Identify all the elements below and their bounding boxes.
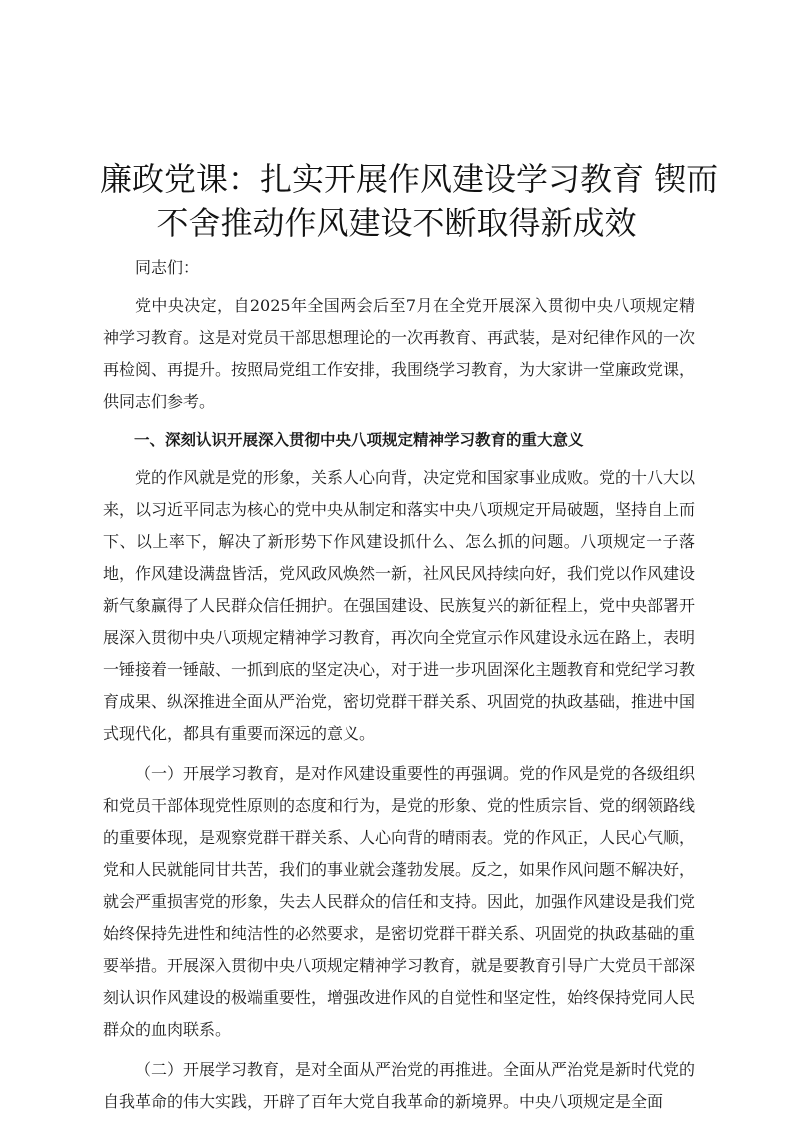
salutation: 同志们： bbox=[135, 258, 200, 277]
document-title bbox=[100, 157, 719, 245]
paragraph-subsection-1: （一）开展学习教育，是对作风建设重要性的再强调。党的作风是党的各级组织和党员干部体现党性原则的态度和行为，是党的形象、党的性质宗旨、党的纲领路线的重要体现，是观察党群干群关系、人心向背的晴雨表。党的作风正，人民心气顺，党和人民就能同甘共苦，我们的事业就会蓬勃发展。反之，如果作风问题不解决好，就会严重损害党的形象，失去人民群众的信任和支持。因此，加强作风建设是我们党始终保持先进性和纯洁性的必然要求，是密切党群干群关系、巩固党的执政基础的重要举措。开展深入贯彻中央八项规定精神学习教育，就是要教育引导广大党员干部深刻认识作风建设的极端重要性，增强改进作风的自觉性和坚定性，始终保持党同人民群众的血肉联系。 bbox=[103, 764, 696, 1039]
paragraph-subsection-2: （二）开展学习教育，是对全面从严治党的再推进。全面从严治党是新时代党的自我革命的伟大实践，开辟了百年大党自我革命的新境界。中央八项规定是全面 bbox=[103, 1060, 696, 1111]
title-line-2: 不舍推动作风建设不断取得新成效 bbox=[156, 204, 637, 243]
section-heading-1: 一、深刻认识开展深入贯彻中央八项规定精神学习教育的重大意义 bbox=[134, 431, 584, 449]
title-line-1: 廉政党课：扎实开展作风建设学习教育 锲而 bbox=[100, 160, 719, 199]
paragraph-intro: 党中央决定，自2025年全国两会后至7月在全党开展深入贯彻中央八项规定精神学习教育。这是对党员干部思想理论的一次再教育、再武装，是对纪律作风的一次再检阅、再提升。按照局党组工作安排，我围绕学习教育，为大家讲一堂廉政党课，供同志们参考。 bbox=[103, 296, 696, 411]
paragraph-section-1: 党的作风就是党的形象，关系人心向背，决定党和国家事业成败。党的十八大以来，以习近平同志为核心的党中央从制定和落实中央八项规定开局破题，坚持自上而下、以上率下，解决了新形势下作风建设抓什么、怎么抓的问题。八项规定一子落地，作风建设满盘皆活，党风政风焕然一新，社风民风持续向好，我们党以作风建设新气象赢得了人民群众信任拥护。在强国建设、民族复兴的新征程上，党中央部署开展深入贯彻中央八项规定精神学习教育，再次向全党宣示作风建设永远在路上，表明一锤接着一锤敲、一抓到底的坚定决心，对于进一步巩固深化主题教育和党纪学习教育成果、纵深推进全面从严治党，密切党群干群关系、巩固党的执政基础，推进中国式现代化，都具有重要而深远的意义。 bbox=[103, 468, 696, 743]
document-body bbox=[103, 252, 695, 1118]
